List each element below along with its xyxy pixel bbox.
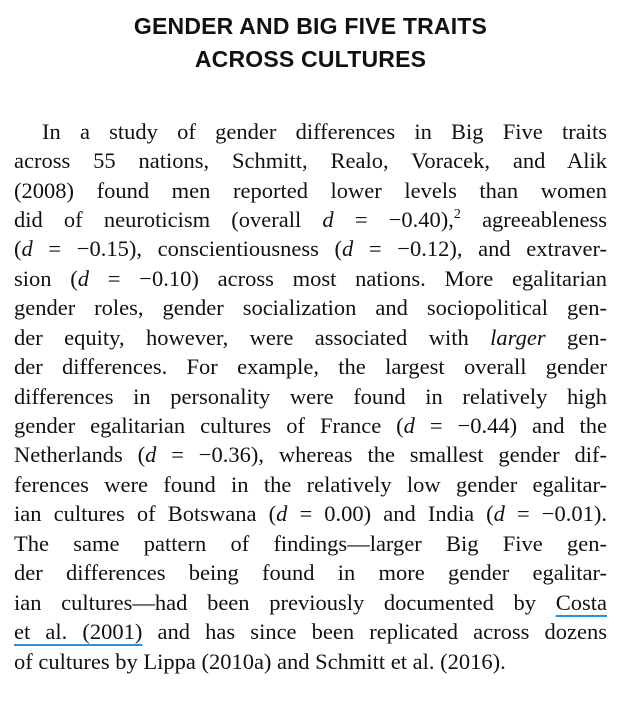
section-heading bbox=[0, 10, 621, 76]
text-line: der differences. For example, the largest overall gender bbox=[14, 354, 607, 379]
text-line: der equity, however, were associated with larger gen- bbox=[14, 325, 607, 350]
text-line: sion (d = −0.10) across most nations. More egalitarian bbox=[14, 266, 607, 291]
text-line: did of neuroticism (overall d = −0.40),$^2$ agreeableness bbox=[14, 207, 607, 232]
text-line: gender egalitarian cultures of France (d = −0.44) and the bbox=[14, 413, 607, 438]
text-line: et al. (2001) and has since been replicated across dozens bbox=[14, 619, 607, 644]
text-line: differences in personality were found in relatively high bbox=[14, 384, 607, 409]
text-line: The same pattern of findings—larger Big Five gen- bbox=[14, 531, 607, 556]
text-line: (d = −0.15), conscientiousness (d = −0.12), and extraver- bbox=[14, 236, 607, 261]
text-line: ferences were found in the relatively low gender egalitar- bbox=[14, 472, 607, 497]
citation-link-costa[interactable]: Costa bbox=[555, 590, 607, 615]
text-line: across 55 nations, Schmitt, Realo, Voracek, and Alik bbox=[14, 148, 607, 173]
text-line: Netherlands (d = −0.36), whereas the smallest gender dif- bbox=[14, 442, 608, 467]
heading-line-2: ACROSS CULTURES bbox=[194, 46, 427, 72]
footnote-marker: 2 bbox=[453, 207, 461, 222]
text-line: gender roles, gender socialization and sociopolitical gen- bbox=[14, 295, 607, 320]
text-line: ian cultures—had been previously documented by Costa bbox=[14, 590, 607, 615]
heading-line-1: GENDER AND BIG FIVE TRAITS bbox=[133, 13, 488, 39]
text-line: In a study of gender differences in Big Five traits bbox=[42, 119, 607, 144]
text-line: ian cultures of Botswana (d = 0.00) and India (d = −0.01). bbox=[14, 501, 607, 526]
text-line: (2008) found men reported lower levels than women bbox=[14, 178, 607, 203]
text-line: der differences being found in more gender egalitar- bbox=[14, 560, 607, 585]
citation-link-costa-2001[interactable]: et al. (2001) bbox=[14, 619, 143, 644]
text-line-last: of cultures by Lippa (2010a) and Schmitt et al. (2016). bbox=[14, 649, 506, 674]
